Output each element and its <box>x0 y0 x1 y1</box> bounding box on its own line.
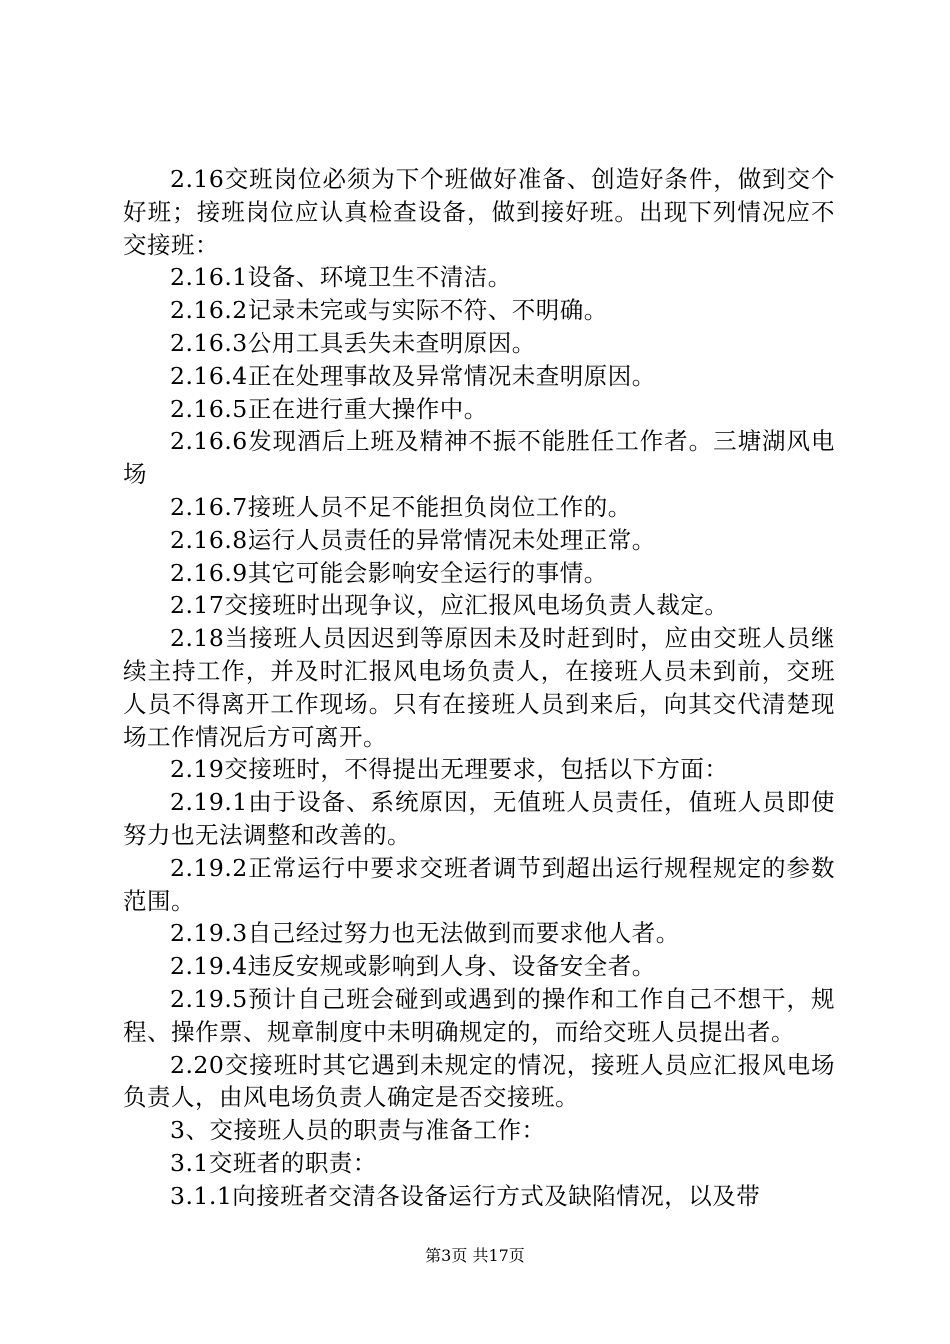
paragraph: 2.19交接班时，不得提出无理要求，包括以下方面： <box>170 755 729 784</box>
paragraph: 2.19.1由于设备、系统原因，无值班人员责任，值班人员即使努力也无法调整和改善的。 <box>123 788 835 849</box>
paragraph: 2.19.3自己经过努力也无法做到而要求他人者。 <box>170 919 680 948</box>
paragraph: 2.16.1设备、环境卫生不清洁。 <box>170 263 512 292</box>
paragraph: 2.20交接班时其它遇到未规定的情况，接班人员应汇报风电场负责人，由风电场负责人确定是否交接班。 <box>123 1050 835 1112</box>
paragraph: 2.16.7接班人员不足不能担负岗位工作的。 <box>170 492 632 521</box>
paragraph: 2.16.2记录未完或与实际不符、不明确。 <box>170 296 608 325</box>
paragraph: 2.19.5预计自己班会碰到或遇到的操作和工作自己不想干，规程、操作票、规章制度中未明确规定的，而给交班人员提出者。 <box>123 984 835 1046</box>
paragraph: 2.16.8运行人员责任的异常情况未处理正常。 <box>170 525 656 554</box>
paragraph: 2.16.3公用工具丢失未查明原因。 <box>170 328 536 357</box>
paragraph: 3.1交班者的职责： <box>170 1148 377 1177</box>
page-number-footer: 第3页 共17页 <box>425 1246 525 1265</box>
paragraph: 2.17交接班时出现争议，应汇报风电场负责人裁定。 <box>170 591 729 620</box>
paragraph: 2.19.4违反安规或影响到人身、设备安全者。 <box>170 952 656 981</box>
paragraph: 2.16交班岗位必须为下个班做好准备、创造好条件，做到交个好班；接班岗位应认真检查设备，做到接好班。出现下列情况应不交接班： <box>123 165 835 259</box>
paragraph: 2.18当接班人员因迟到等原因未及时赶到时，应由交班人员继续主持工作，并及时汇报风电场负责人，在接班人员未到前，交班人员不得离开工作现场。只有在接班人员到来后，向其交代清楚现场工作情况后方可离开。 <box>123 624 835 751</box>
document-body <box>123 163 835 1213</box>
paragraph: 3.1.1向接班者交清各设备运行方式及缺陷情况，以及带 <box>170 1181 761 1210</box>
paragraph: 2.16.5正在进行重大操作中。 <box>170 394 488 423</box>
paragraph: 2.16.9其它可能会影响安全运行的事情。 <box>170 558 608 587</box>
paragraph: 2.16.6发现酒后上班及精神不振不能胜任工作者。三塘湖风电场 <box>123 427 835 489</box>
paragraph: 2.16.4正在处理事故及异常情况未查明原因。 <box>170 361 656 390</box>
paragraph: 2.19.2正常运行中要求交班者调节到超出运行规程规定的参数范围。 <box>123 853 835 915</box>
paragraph: 3、交接班人员的职责与准备工作： <box>170 1116 546 1145</box>
